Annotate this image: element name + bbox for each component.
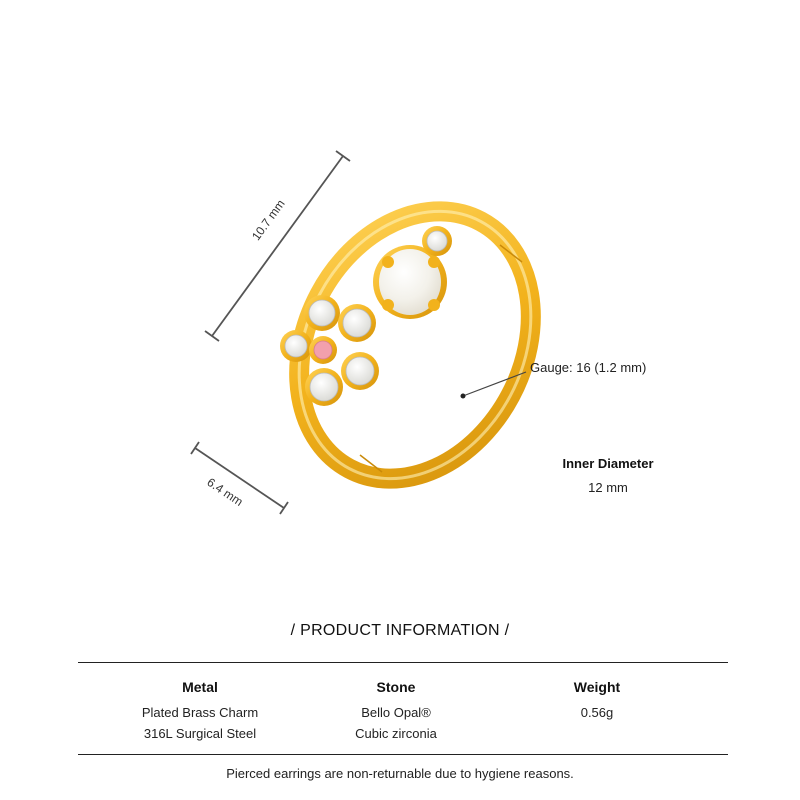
stone-heading: Stone [376, 679, 416, 695]
metal-heading: Metal [182, 679, 218, 695]
divider-bottom [78, 754, 728, 755]
metal-column [100, 679, 300, 744]
weight-column [497, 679, 697, 723]
footer-note: Pierced earrings are non-returnable due to hygiene reasons. [226, 766, 574, 781]
stone-line-1: Bello Opal® [361, 705, 431, 720]
metal-line-1: Plated Brass Charm [141, 705, 259, 720]
metal-line-2: 316L Surgical Steel [143, 726, 257, 741]
width-label: 6.4 mm [204, 475, 246, 509]
gauge-label: Gauge: 16 (1.2 mm) [530, 360, 647, 375]
inner-diameter-value: 12 mm [588, 480, 628, 495]
length-label: 10.7 mm [248, 197, 288, 243]
divider-top [78, 662, 728, 663]
inner-diameter [548, 456, 668, 495]
stone-line-2: Cubic zirconia [355, 726, 437, 741]
weight-line-1: 0.56g [580, 705, 614, 720]
stone-column [296, 679, 496, 744]
weight-heading: Weight [573, 679, 621, 695]
inner-diameter-title: Inner Diameter [562, 456, 654, 471]
opal-stone [373, 245, 447, 319]
crystal-stone [422, 226, 452, 256]
product-info-title: / PRODUCT INFORMATION / [290, 622, 510, 639]
